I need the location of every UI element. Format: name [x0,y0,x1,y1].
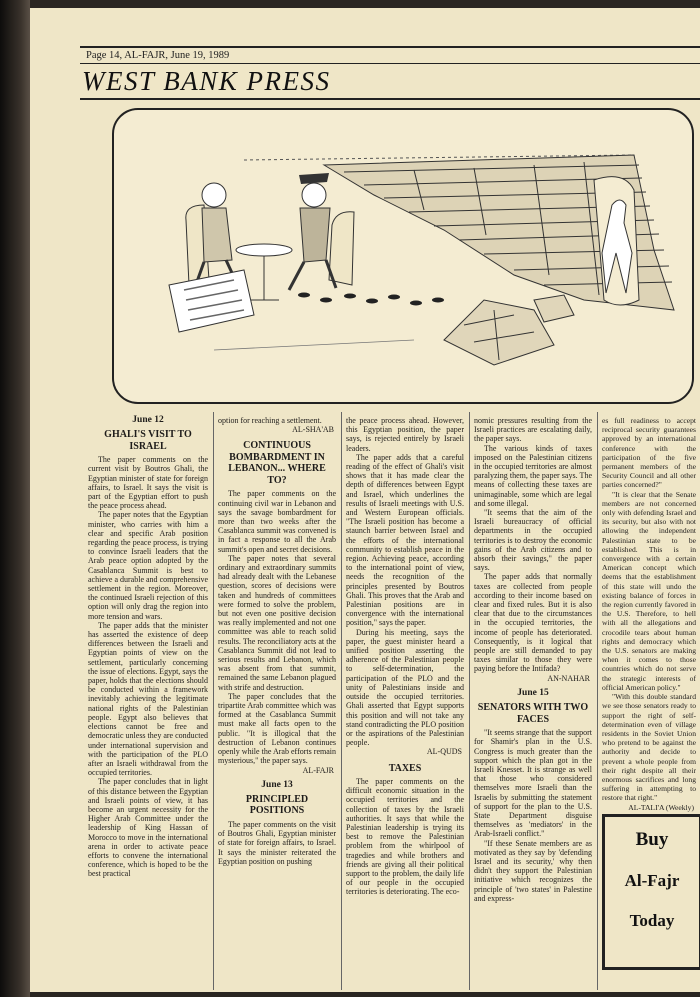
column-2-continued-source: AL-SHA'AB [292,425,334,435]
column-4-paragraph: The paper adds that normally taxes are collected from people according to their income based on clear and fixed rules. But it is also clear that due to the circumstances in the occupied territories, the income of people has deteriorated. Consequently, is it logical that people are still demanded to pay taxes similar to those they were paying before the Intifada? [474,572,592,674]
column-5-paragraph: "With this double standard we see those senators ready to support the right of self-determination even of village residents in the Soviet Union who pretend to be against the authority and decide to prevent a whole people from their right despite all their enormous sacrifices and long suffering in attempting to restore that right." [602,692,696,803]
column-2-continued: option for reaching a settlement. [218,416,322,425]
column-1-headline: GHALI'S VISIT TO ISRAEL [104,429,192,452]
header-rule-top [80,46,700,48]
column-5-paragraph: "It is clear that the Senate members are not concerned only with defending Israel and its security, but also with not allowing the independent Palestinian state to be established. This is in convergence with a certain American concept which deems that the establishment of this state will undo the existing balance of forces in the region currently favored in the U.S. Therefore, to hell with all the allegations and crocodile tears about human rights and democracy which the U.S. senators are making when it comes to those countries which do not serve the strategic interests of official American policy." [602,489,696,692]
column-3-paragraph: The paper adds that a careful reading of the effect of Ghali's visit shows that it has made clear the depth of differences between Egypt and Israel, which underlines the results of Israeli meetings with U.S. and Western European officials. "The Israeli position has become a staunch barrier between Israel and the efforts of the international community to establish peace in the region. Achieving peace, according to the international point of view, needs the recognition of the principles presented by Boutros Ghali. This proves that the Arab and Palestinian positions are in convergence with the international position," says the paper. [346,452,464,628]
column-1-paragraph: The paper notes that the Egyptian minister, who carries with him a clear and specific Arab position regarding the peace process, is trying to convince Israeli leaders that the Arab peace option adopted by the Casablanca Summit is best to achieve a durable and comprehensive settlement in the region. Moreover, the continued Israeli rejection of this option will only drag the region into more tension and wars. [88,510,208,621]
buy-al-fajr-ad [602,814,700,970]
column-rule [341,412,342,990]
rubble [444,295,574,365]
header-rule-mid [80,63,700,64]
column-1 [88,416,208,879]
ad-line-today: Today [629,911,675,930]
column-3-paragraph: During his meeting, says the paper, the guest minister heard a unified position asserting the adherence of the Palestinian people to self-determination, the participation of the PLO and the unity of Palestinians inside and outside the occupied territories. Ghali asserted that Egypt supports this position and will not take any stand contradicting the PLO position or the aspirations of the Palestinian people. [346,627,464,748]
column-rule [469,412,470,990]
ad-line-al-fajr: Al-Fajr [624,871,680,890]
column-3-headline: TAXES [388,762,422,774]
column-5-paragraph: es full readiness to accept reciprocal security guarantees approved by an international conference with the participation of the five permanent members of the Security Council and all other parties concerned?" [602,416,696,490]
page-binding [0,0,30,997]
ad-line-buy: Buy [635,829,669,850]
column-2-date: June 13 [261,779,293,790]
column-2-source: AL-FAJR [302,765,334,775]
column-4-source: AN-NAHAR [547,673,590,683]
column-3 [346,416,464,897]
section-title: WEST BANK PRESS [82,66,331,96]
column-1-paragraph: The paper comments on the current visit by Boutros Ghali, the Egyptian minister of state for foreign affairs, to Israel. It says the visit is part of the Egyptian effort to push the peace process ahead. [88,455,208,511]
column-2 [218,416,336,866]
column-3-source: AL-QUDS [426,747,462,757]
column-1-paragraph: The paper concludes that in light of this distance between the Egyptian and Israeli points of view, it has become an urgent necessity for the Higher Arab Committee under the leadership of King Hassan of Morocco to move in the international arena in order to activate peace efforts to convene the international conference, which is hoped to be the best practical [88,777,208,879]
column-2-paragraph: The paper notes that several ordinary and extraordinary summits had already dealt with the Lebanese question, scores of decisions were taken and hundreds of committees were formed to solve the problem, but not even one positive decision was really implemented and not one committee was able to reach solid results. The reconciliatory acts at the Casablanca Summit did not lead to serious results and Lebanon, which was absent from that summit, remained the same Lebanon plagued with strife and destruction. [218,553,336,692]
column-1-paragraph: The paper adds that the minister has asserted the existence of deep differences between the Israeli and Egyptian points of view on the settlement, particularly concerning the issue of elections. Egypt, says the paper, holds that the elections should be conducted within a framework inevitably achieving the legitimate national rights of the Palestinian people. Egypt also believes that elections cannot be free and democratic unless they are conducted under international supervision and with the participation of the PLO after an Israeli withdrawal from the occupied territories. [88,620,208,778]
column-4-paragraph: "It seems that the aim of the Israeli bureaucracy of official departments in the occupied territories is to destroy the economic gains of the Arab citizens and to absorb their savings," the paper says. [474,508,592,573]
column-2-paragraph: The paper comments on the visit of Boutros Ghali, Egyptian minister of state for foreign affairs, to Israel. It says the minister reiterated the Egyptian position on pushing [218,819,336,866]
column-2-headline: CONTINUOUS BOMBARDMENT IN LEBANON... WHERE TO? [228,440,326,486]
page-info: Page 14, AL-FAJR, June 19, 1989 [86,50,230,61]
footprints [298,293,444,306]
column-4-paragraph: "It seems strange that the support for Shamir's plan in the U.S. Congress is much greater than the support which the plan got in the Israeli Knesset. It is strange as well that those who considered themselves more Israeli than the Israelis by submitting the statement of support for the plan to the U.S. State Department disguise themselves as 'mediators' in the Arab-Israeli conflict." [474,728,592,839]
column-5-source: AL-TALI'A (Weekly) [628,802,694,812]
column-rule [597,412,598,990]
political-cartoon [112,108,694,404]
column-4-headline: SENATORS WITH TWO FACES [477,702,589,725]
column-2-paragraph: The paper concludes that the tripartite Arab committee which was formed at the Casablanca Summit must make all facts open to the public. "It is illogical that the destruction of Lebanon continues openly while the Arab efforts remain mysterious," the paper says. [218,691,336,766]
column-rule [213,412,214,990]
column-5 [602,416,696,818]
column-2-paragraph: The paper comments on the continuing civil war in Lebanon and says the savage bombardment for more than two weeks after the Casablanca summit was convened is in fact a response to all the Arab summit's open and secret decisions. [218,489,336,554]
column-4-date: June 15 [517,687,549,698]
cartoon-drawing [114,110,692,402]
column-3-paragraph: the peace process ahead. However, this Egyptian position, the paper says, is rejected entirely by Israeli leaders. [346,416,464,453]
column-4-paragraph: "If these Senate members are as motivated as they say by 'defending Israel and its security,' why then didn't they support the Palestinian initiative which recognizes the principle of 'two states' in Palestine and express- [474,838,592,903]
newspaper-page [30,8,700,992]
column-1-date: June 12 [132,415,164,425]
column-4 [474,416,592,903]
column-4-paragraph: nomic pressures resulting from the Israeli practices are escalating daily, the paper says. [474,416,592,444]
header-rule-bottom [80,98,700,100]
column-2-headline-2: PRINCIPLED POSITIONS [245,793,309,817]
column-4-paragraph: The various kinds of taxes imposed on the Palestinian citizens in the occupied territories are almost paralyzing them, the paper says. The means of collecting these taxes are unimaginable, some which are legal and some illegal. [474,443,592,508]
column-3-paragraph: The paper comments on the difficult economic situation in the occupied territories and the collection of taxes by the Israeli authorities. It says that while the Palestinian leadership is trying its best to remove the Palestinian problem from the whirlpool of tragedies and while brothers and friends are giving all their political support to the problem, the daily life of our people in the occupied territories is deteriorating. The eco- [346,777,464,897]
